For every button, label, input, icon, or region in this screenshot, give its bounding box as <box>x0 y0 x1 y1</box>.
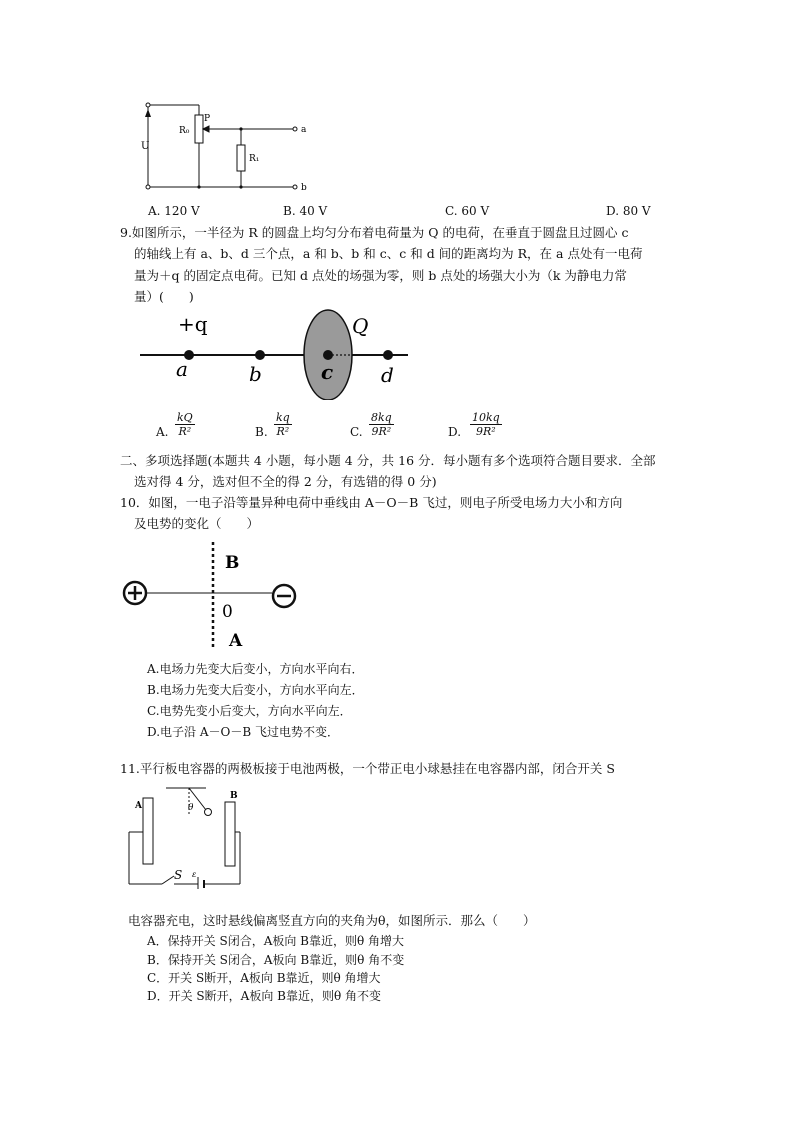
q11-option-a: A．保持开关 S闭合，A板向 B靠近，则θ 角增大 <box>147 934 405 948</box>
q9-d-label: d <box>381 363 394 387</box>
q9-option-b-letter: B. <box>255 425 268 439</box>
q9-disk-diagram <box>138 305 413 400</box>
q11-plate-b-label: B <box>230 791 238 801</box>
q10-b-label: B <box>225 553 240 573</box>
q9-plus-q-label: +q <box>178 312 208 336</box>
q10-option-d: D.电子沿 A－O－B 飞过电势不变． <box>147 725 339 739</box>
q9-option-c-letter: C. <box>350 425 363 439</box>
q11-option-c: C．开关 S断开，A板向 B靠近，则θ 角增大 <box>147 971 381 985</box>
q11-switch-label: S <box>174 868 183 882</box>
q11-text-line1: 11.平行板电容器的两极板接于电池两极，一个带正电小球悬挂在电容器内部，闭合开关 S <box>120 761 615 776</box>
q9-text-line1: 9.如图所示，一半径为 R 的圆盘上均匀分布着电荷量为 Q 的电荷，在垂直于圆盘且过圆心 c <box>120 225 629 240</box>
q8-u-label: U <box>141 141 150 152</box>
q11-plate-a-label: A <box>135 801 142 811</box>
q8-option-c: C. 60 V <box>445 204 490 218</box>
q9-option-a-fraction: $\frac{kQ}{\text{R²}}$ <box>177 411 193 438</box>
q10-option-b: B.电场力先变大后变小，方向水平向左． <box>147 683 364 697</box>
q10-o-label: 0 <box>222 602 233 622</box>
q10-text-line2: 及电势的变化（ ） <box>134 516 260 531</box>
section2-heading-line2: 选对得 4 分，选对但不全的得 2 分，有选错的得 0 分) <box>134 474 437 489</box>
q9-option-a-letter: A. <box>156 425 169 439</box>
q8-option-b: B. 40 V <box>283 204 328 218</box>
q11-option-b: B．保持开关 S闭合，A板向 B靠近，则θ 角不变 <box>147 953 405 967</box>
q8-p-label: P <box>204 114 211 124</box>
q9-option-d-fraction: $\frac{10kq}{\text{9R²}}$ <box>472 411 500 438</box>
section2-heading-line1: 二、多项选择题(本题共 4 小题，每小题 4 分，共 16 分．每小题有多个选项符合题目要求．全部 <box>120 453 656 468</box>
q8-option-d: D. 80 V <box>606 204 651 218</box>
q11-text-line2: 电容器充电，这时悬线偏离竖直方向的夹角为θ，如图所示．那么（ ） <box>128 913 536 928</box>
q8-option-a: A. 120 V <box>148 204 200 218</box>
q9-c-label: c <box>321 360 334 384</box>
q8-circuit-diagram <box>135 97 315 197</box>
q9-text-line4: 量）( ) <box>134 289 194 304</box>
q11-theta-label: θ <box>188 803 194 813</box>
q9-option-c-fraction: $\frac{8kq}{\text{9R²}}$ <box>371 411 392 438</box>
q9-b-label: b <box>249 362 262 386</box>
q9-text-line3: 量为＋q 的固定点电荷。已知 d 点处的场强为零，则 b 点处的场强大小为（k 为静电力常 <box>134 268 627 283</box>
q10-dipole-diagram <box>118 540 303 652</box>
q8-r0-label: R₀ <box>179 126 190 136</box>
q10-option-a: A.电场力先变大后变小，方向水平向右． <box>147 662 364 676</box>
q11-emf-label: ε <box>192 870 197 879</box>
q9-text-line2: 的轴线上有 a、b、d 三个点，a 和 b、b 和 c、c 和 d 间的距离均为 R，在 a 点处有一电荷 <box>134 246 643 261</box>
q9-option-b-fraction: $\frac{kq}{\text{R²}}$ <box>276 411 290 438</box>
q9-a-label: a <box>176 357 188 381</box>
q10-option-c: C.电势先变小后变大，方向水平向左． <box>147 704 352 718</box>
q10-a-label: A <box>229 631 243 651</box>
q8-b-label: b <box>301 183 307 193</box>
q9-big-q-label: Q <box>352 314 369 338</box>
q9-option-d-letter: D. <box>448 425 462 439</box>
q11-option-d: D．开关 S断开，A板向 B靠近，则θ 角不变 <box>147 989 381 1003</box>
q8-r1-label: R₁ <box>249 154 260 164</box>
q8-a-label: a <box>301 125 307 135</box>
q10-text-line1: 10．如图，一电子沿等量异种电荷中垂线由 A－O－B 飞过，则电子所受电场力大小和方向 <box>120 495 623 510</box>
q11-capacitor-diagram <box>126 784 246 889</box>
